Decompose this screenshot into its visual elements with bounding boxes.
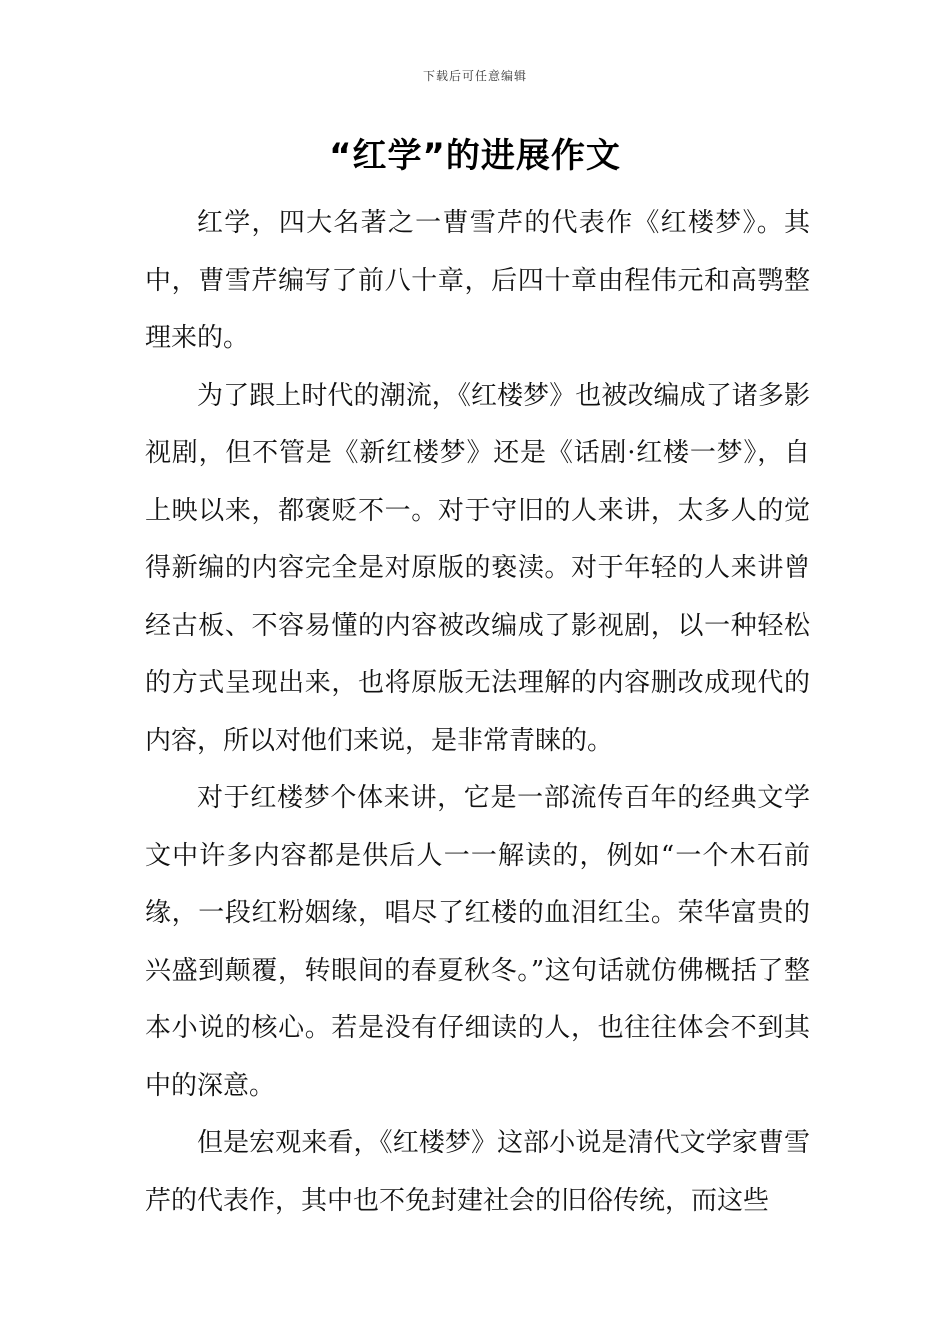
paragraph-1: 红学，四大名著之一曹雪芹的代表作《红楼梦》。其中，曹雪芹编写了前八十章，后四十章由程伟元和高鹗整理来的。: [145, 208, 810, 353]
page-header: 下载后可任意编辑: [422, 69, 527, 83]
document-body: [145, 195, 810, 1230]
paragraph-4: 但是宏观来看，《红楼梦》这部小说是清代文学家曹雪芹的代表作，其中也不免封建社会的旧俗传统，而这些: [145, 1128, 810, 1216]
paragraph-2: 为了跟上时代的潮流，《红楼梦》也被改编成了诸多影视剧，但不管是《新红楼梦》还是《话剧·红楼一梦》，自上映以来，都褒贬不一。对于守旧的人来讲，太多人的觉得新编的内容完全是对原版的亵渎。对于年轻的人来讲曾经古板、不容易懂的内容被改编成了影视剧，以一种轻松的方式呈现出来，也将原版无法理解的内容删改成现代的内容，所以对他们来说，是非常青睐的。: [145, 380, 810, 756]
paragraph-3: 对于红楼梦个体来讲，它是一部流传百年的经典文学文中许多内容都是供后人一一解读的，例如“一个木石前缘，一段红粉姻缘，唱尽了红楼的血泪红尘。荣华富贵的兴盛到颠覆，转眼间的春夏秋冬。”这句话就仿佛概括了整本小说的核心。若是没有仔细读的人，也往往体会不到其中的深意。: [145, 783, 810, 1101]
document-title: “红学”的进展作文: [329, 136, 621, 176]
